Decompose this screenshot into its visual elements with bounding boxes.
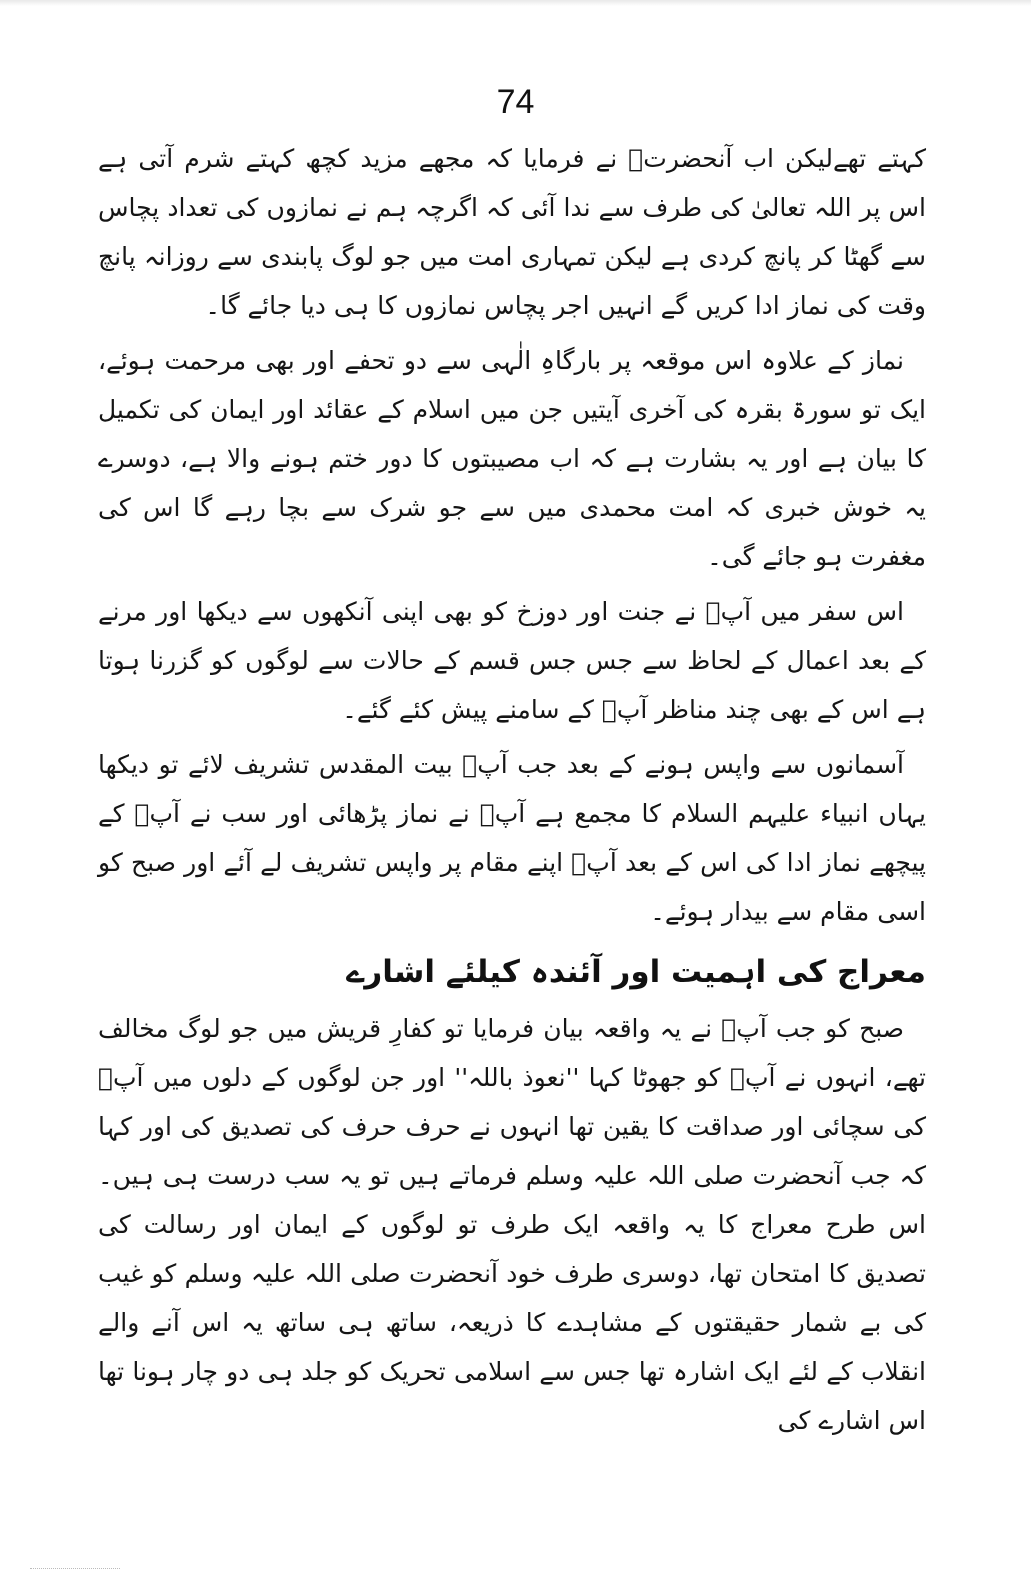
paragraph-2: نماز کے علاوہ اس موقعہ پر بارگاہِ الٰہی سے دو تحفے اور بھی مرحمت ہوئے، ایک تو سورۃ بقرہ کی آخری آیتیں جن میں اسلام کے عقائد اور ایمان کی تکمیل کا بیان ہے اور یہ بشارت ہے کہ اب مصیبتوں کا دور ختم ہونے والا ہے، دوسرے یہ خوش خبری کہ امت محمدی میں سے جو شرک سے بچا رہے گا اس کی مغفرت ہو جائے گی۔ bbox=[98, 346, 926, 571]
scan-top-edge bbox=[0, 0, 1031, 6]
section-paragraph: صبح کو جب آپؐ نے یہ واقعہ بیان فرمایا تو کفارِ قریش میں جو لوگ مخالف تھے، انہوں نے آپؐ کو جھوٹا کہا ''نعوذ باللہ'' اور جن لوگوں کے دلوں میں آپؐ کی سچائی اور صداقت کا یقین تھا انہوں نے حرف حرف کی تصدیق کی اور کہا کہ جب آنحضرت صلی اللہ علیہ وسلم فرماتے ہیں تو یہ سب درست ہی ہیں۔ اس طرح معراج کا یہ واقعہ ایک طرف تو لوگوں کے ایمان اور رسالت کی تصدیق کا امتحان تھا، دوسری طرف خود آنحضرت صلی اللہ علیہ وسلم کو غیب کی بے شمار حقیقتوں کے مشاہدے کا ذریعہ، ساتھ ہی ساتھ یہ اس آنے والے انقلاب کے لئے ایک اشارہ تھا جس سے اسلامی تحریک کو جلد ہی دو چار ہونا تھا اس اشارے کی bbox=[98, 1014, 926, 1435]
paragraph-3: اس سفر میں آپؐ نے جنت اور دوزخ کو بھی اپنی آنکھوں سے دیکھا اور مرنے کے بعد اعمال کے لحاظ سے جس جس قسم کے حالات سے لوگوں کو گزرنا ہوتا ہے اس کے بھی چند مناظر آپؐ کے سامنے پیش کئے گئے۔ bbox=[98, 597, 926, 724]
paragraph-1: کہتے تھےلیکن اب آنحضرتؐ نے فرمایا کہ مجھے مزید کچھ کہتے شرم آتی ہے اس پر اللہ تعالیٰ کی طرف سے ندا آئی کہ اگرچہ ہم نے نمازوں کی تعداد پچاس سے گھٹا کر پانچ کردی ہے لیکن تمہاری امت میں جو لوگ پابندی سے روزانہ پانچ وقت کی نماز ادا کریں گے انہیں اجر پچاس نمازوں کا ہی دیا جائے گا۔ bbox=[98, 144, 926, 320]
paragraph-4: آسمانوں سے واپس ہونے کے بعد جب آپؐ بیت المقدس تشریف لائے تو دیکھا یہاں انبیاء علیہم السلام کا مجمع ہے آپؐ نے نماز پڑھائی اور سب نے آپؐ کے پیچھے نماز ادا کی اس کے بعد آپؐ اپنے مقام پر واپس تشریف لے آئے اور صبح کو اسی مقام سے بیدار ہوئے۔ bbox=[98, 750, 926, 926]
scan-bottom-mark bbox=[30, 1568, 120, 1569]
page-body bbox=[98, 134, 926, 1445]
page-number: 74 bbox=[496, 83, 535, 121]
section-heading: معراج کی اہمیت اور آئندہ کیلئے اشارے bbox=[346, 954, 926, 990]
